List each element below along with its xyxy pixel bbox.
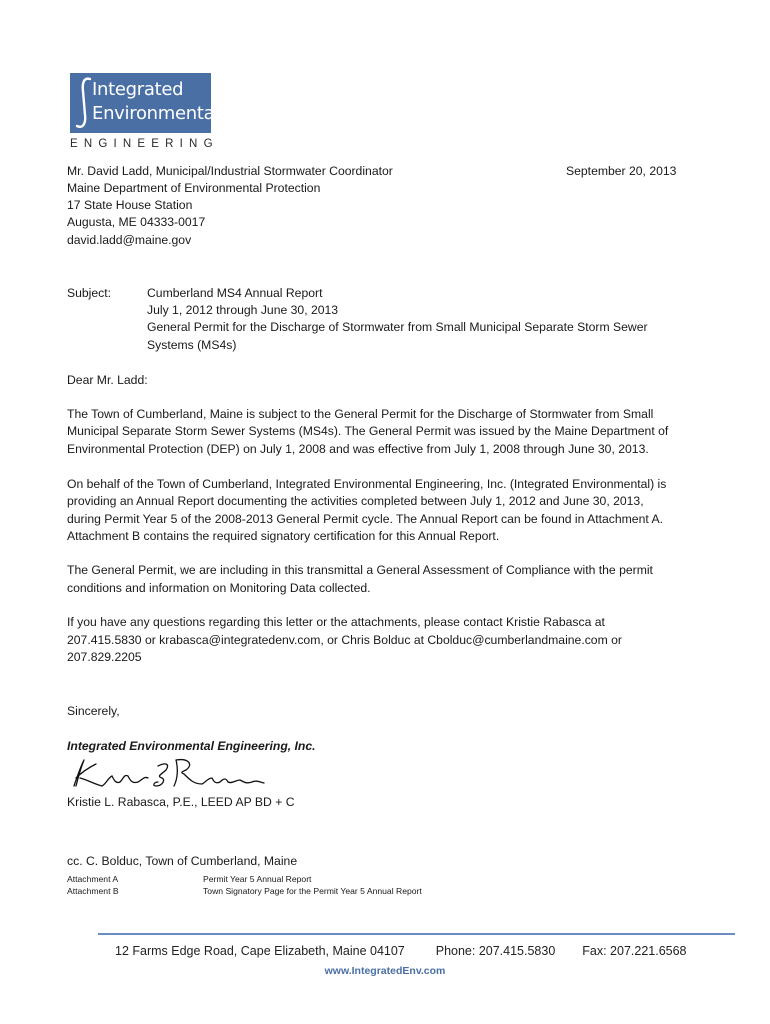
signer-name: Kristie L. Rabasca, P.E., LEED AP BD + C [67,795,295,809]
subject-line: Cumberland MS4 Annual Report [147,286,323,300]
logo-line-2: Environmental [92,103,220,124]
recipient-name: Mr. David Ladd, Municipal/Industrial Stormwater Coordinator [67,164,393,178]
paragraph-line: Municipal Separate Storm Sewer Systems (MS4s). The General Permit was issued by the Maine Department of [67,424,669,438]
subject-line: General Permit for the Discharge of Stormwater from Small Municipal Separate Storm Sewer [147,320,648,334]
paragraph-line: Environmental Protection (DEP) on July 1, 2008 and was effective from July 1, 2008 through June 30, 2013. [67,442,649,456]
paragraph-line: 207.415.5830 or krabasca@integratedenv.com, or Chris Bolduc at Cbolduc@cumberlandmaine.com or [67,633,622,647]
paragraph-line: The Town of Cumberland, Maine is subject to the General Permit for the Discharge of Stormwater from Small [67,407,654,421]
footer-contact [115,943,687,959]
paragraph-line: providing an Annual Report documenting the activities completed between July 1, 2012 and June 30, 2013, [67,494,644,508]
recipient-org: Maine Department of Environmental Protection [67,181,321,195]
footer-website-link[interactable]: www.IntegratedEnv.com [324,965,446,977]
paragraph-line: The General Permit, we are including in this transmittal a General Assessment of Compliance with the permit [67,563,653,577]
handwritten-signature [66,756,266,792]
attachment-label: Attachment A [67,874,119,884]
company-name: Integrated Environmental Engineering, Inc. [67,739,316,753]
subject-line: Systems (MS4s) [147,338,237,352]
footer-phone: Phone: 207.415.5830 [435,944,556,958]
recipient-city: Augusta, ME 04333-0017 [67,215,206,229]
attachment-desc: Town Signatory Page for the Permit Year 5 Annual Report [203,886,422,896]
footer-address: 12 Farms Edge Road, Cape Elizabeth, Maine 04107 [115,944,405,958]
letter-date: September 20, 2013 [566,164,677,178]
paragraph-line: conditions and information on Monitoring Data collected. [67,581,371,595]
logo-line-1: Integrated [92,79,184,100]
subject-label: Subject: [67,286,112,300]
subject-line: July 1, 2012 through June 30, 2013 [147,303,339,317]
cc-line: cc. C. Bolduc, Town of Cumberland, Maine [67,854,298,868]
paragraph-line: Attachment B contains the required signatory certification for this Annual Report. [67,529,500,543]
logo-line-3: ENGINEERING [70,138,219,150]
recipient-email: david.ladd@maine.gov [67,233,192,247]
paragraph-line: On behalf of the Town of Cumberland, Integrated Environmental Engineering, Inc. (Integrated Environmental) is [67,477,667,491]
salutation: Dear Mr. Ladd: [67,373,148,387]
footer-fax: Fax: 207.221.6568 [582,944,687,958]
paragraph-line: If you have any questions regarding this letter or the attachments, please contact Kristie Rabasca at [67,615,605,629]
attachment-label: Attachment B [67,886,119,896]
paragraph-line: during Permit Year 5 of the 2008-2013 General Permit cycle. The Annual Report can be found in Attachment A. [67,512,663,526]
paragraph-line: 207.829.2205 [67,650,142,664]
footer-divider [98,933,735,935]
attachment-desc: Permit Year 5 Annual Report [203,874,312,884]
recipient-street: 17 State House Station [67,198,193,212]
closing: Sincerely, [67,704,120,718]
